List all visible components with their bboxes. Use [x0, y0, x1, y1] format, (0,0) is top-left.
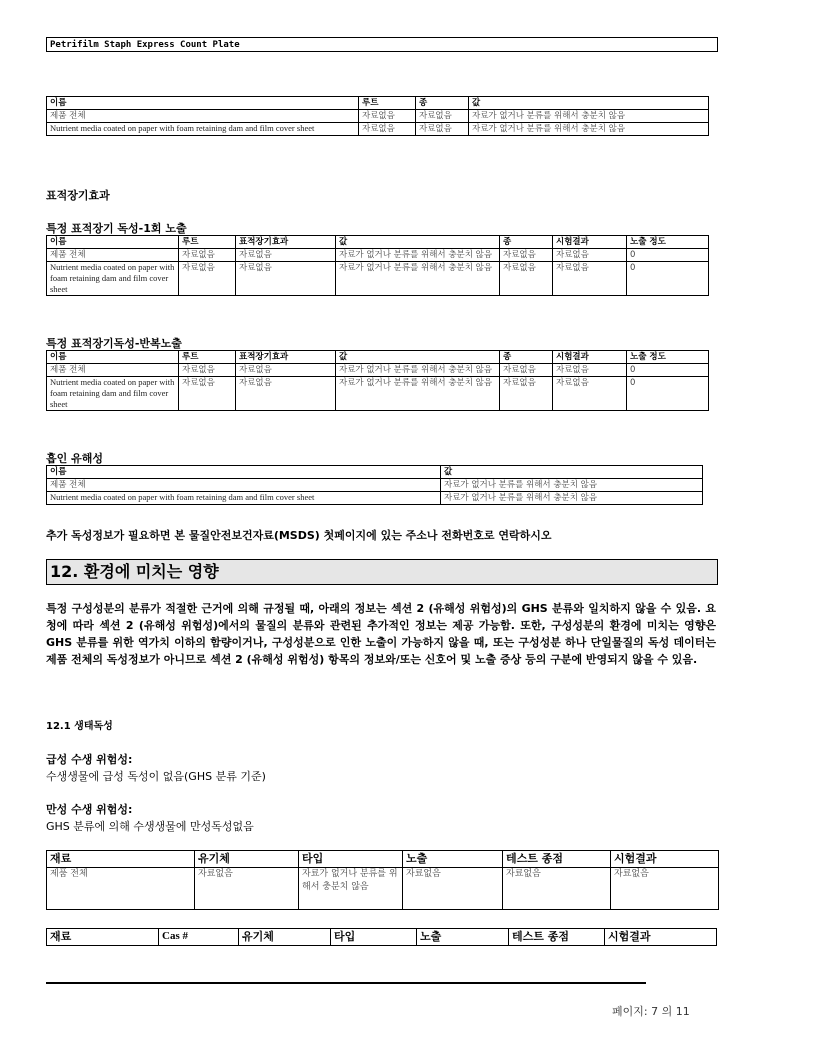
table-header-row	[47, 466, 703, 479]
col-header: 노출 정도	[627, 236, 709, 249]
cell: 자료없음	[500, 262, 553, 296]
section-title-target-organ: 표적장기효과	[46, 189, 110, 202]
col-header: 노출	[403, 851, 503, 868]
table-header-row	[47, 236, 709, 249]
cell: 제품 전체	[47, 110, 359, 123]
product-name-header: Petrifilm Staph Express Count Plate	[46, 37, 718, 52]
table-header-row	[47, 851, 719, 868]
col-header: 시험결과	[605, 929, 717, 946]
col-header: 값	[441, 466, 703, 479]
cell: 자료가 없거나 분류를 위해서 충분치 않음	[469, 123, 709, 136]
cell: 0	[627, 249, 709, 262]
col-header: 유기체	[239, 929, 331, 946]
cell: 자료없음	[553, 364, 627, 377]
table-header-row	[47, 929, 717, 946]
cell: Nutrient media coated on paper with foam retaining dam and film cover sheet	[47, 262, 179, 296]
subsection-12-1: 12.1 생태독성	[46, 721, 113, 732]
cell: 제품 전체	[47, 249, 179, 262]
col-header: 노출	[417, 929, 509, 946]
cell: 자료없음	[500, 249, 553, 262]
col-header: 종	[500, 236, 553, 249]
contact-note: 추가 독성정보가 필요하면 본 물질안전보건자료(MSDS) 첫페이지에 있는 주소나 전화번호로 연락하시오	[46, 529, 552, 542]
cell: 자료없음	[500, 364, 553, 377]
table-row	[47, 262, 709, 296]
col-header: Cas #	[159, 929, 239, 946]
cell: Nutrient media coated on paper with foam retaining dam and film cover sheet	[47, 123, 359, 136]
section-title-aspiration: 흡인 유해성	[46, 452, 103, 465]
col-header: 값	[336, 351, 500, 364]
acute-aquatic-title: 급성 수생 위험성:	[46, 753, 133, 766]
col-header: 시험결과	[553, 351, 627, 364]
col-header: 루트	[179, 236, 236, 249]
cell: 자료없음	[403, 868, 503, 910]
col-header: 테스트 종점	[509, 929, 605, 946]
ecotox-table-1	[46, 850, 719, 910]
col-header: 테스트 종점	[503, 851, 611, 868]
stot-repeated-table	[46, 350, 709, 411]
section-12-heading: 12. 환경에 미치는 영향	[46, 559, 718, 585]
table-row	[47, 364, 709, 377]
col-header: 이름	[47, 97, 359, 110]
col-header: 타입	[299, 851, 403, 868]
cell: 자료없음	[416, 123, 469, 136]
aspiration-table	[46, 465, 703, 505]
cell: 자료없음	[179, 262, 236, 296]
col-header: 재료	[47, 851, 195, 868]
table-header-row	[47, 351, 709, 364]
cell: 자료없음	[553, 249, 627, 262]
table-row	[47, 377, 709, 411]
section-title-stot-repeated: 특정 표적장기독성-반복노출	[46, 337, 182, 350]
col-header: 유기체	[195, 851, 299, 868]
cell: 자료없음	[179, 377, 236, 411]
col-header: 표적장기효과	[236, 236, 336, 249]
cell: 자료가 없거나 분류를 위해서 충분치 않음	[299, 868, 403, 910]
toxicity-table-top	[46, 96, 709, 136]
cell: 자료없음	[236, 249, 336, 262]
col-header: 타입	[331, 929, 417, 946]
table-row	[47, 249, 709, 262]
page-number: 페이지: 7 의 11	[612, 1005, 690, 1018]
table-row	[47, 492, 703, 505]
chronic-aquatic-text: GHS 분류에 의해 수생생물에 만성독성없음	[46, 820, 254, 833]
footer-rule	[46, 982, 646, 984]
col-header: 값	[469, 97, 709, 110]
stot-single-table	[46, 235, 709, 296]
cell: 자료가 없거나 분류를 위해서 충분치 않음	[336, 364, 500, 377]
table-row	[47, 868, 719, 910]
cell: 자료없음	[236, 262, 336, 296]
col-header: 시험결과	[553, 236, 627, 249]
cell: 0	[627, 262, 709, 296]
cell: 자료가 없거나 분류를 위해서 충분치 않음	[469, 110, 709, 123]
cell: Nutrient media coated on paper with foam retaining dam and film cover sheet	[47, 492, 441, 505]
col-header: 값	[336, 236, 500, 249]
cell: 자료없음	[553, 377, 627, 411]
acute-aquatic-text: 수생생물에 급성 독성이 없음(GHS 분류 기준)	[46, 770, 266, 783]
col-header: 이름	[47, 351, 179, 364]
col-header: 루트	[179, 351, 236, 364]
cell: Nutrient media coated on paper with foam retaining dam and film cover sheet	[47, 377, 179, 411]
cell: 자료가 없거나 분류를 위해서 충분치 않음	[336, 249, 500, 262]
cell: 자료가 없거나 분류를 위해서 충분치 않음	[336, 377, 500, 411]
cell: 0	[627, 364, 709, 377]
table-row	[47, 123, 709, 136]
col-header: 이름	[47, 236, 179, 249]
col-header: 노출 정도	[627, 351, 709, 364]
cell: 자료없음	[359, 123, 416, 136]
table-row	[47, 479, 703, 492]
cell: 0	[627, 377, 709, 411]
cell: 자료가 없거나 분류를 위해서 충분치 않음	[441, 479, 703, 492]
cell: 자료없음	[195, 868, 299, 910]
cell: 제품 전체	[47, 868, 195, 910]
section-title-stot-single: 특정 표적장기 독성-1회 노출	[46, 222, 187, 235]
cell: 자료없음	[359, 110, 416, 123]
section-12-paragraph: 특정 구성성분의 분류가 적절한 근거에 의해 규정될 때, 아래의 정보는 섹션 2 (유해성 위험성)의 GHS 분류와 일치하지 않을 수 있음. 요청에 따라 섹션 2 (유해성 위험성)에서의 물질의 분류와 관련된 추가적인 정보는 제공 가능함. 또한, 구성성분의 환경에 미치는 영향은 GHS 분류를 위한 역가치 이하의 함량이거나, 구성성분으로 인한 노출이 가능하지 않을 때, 또는 구성성분 하나 단일물질의 독성 데이터는 제품 전체의 독성정보가 아니므로 섹션 2 (유해성 위험성) 항목의 정보와/또는 신호어 및 노출 증상 등의 구분에 반영되지 않을 수 있음.	[46, 602, 716, 666]
cell: 자료가 없거나 분류를 위해서 충분치 않음	[441, 492, 703, 505]
cell: 자료없음	[500, 377, 553, 411]
cell: 자료가 없거나 분류를 위해서 충분치 않음	[336, 262, 500, 296]
col-header: 시험결과	[611, 851, 719, 868]
cell: 자료없음	[179, 249, 236, 262]
cell: 자료없음	[611, 868, 719, 910]
cell: 제품 전체	[47, 364, 179, 377]
col-header: 루트	[359, 97, 416, 110]
col-header: 표적장기효과	[236, 351, 336, 364]
cell: 자료없음	[236, 377, 336, 411]
cell: 자료없음	[416, 110, 469, 123]
cell: 자료없음	[236, 364, 336, 377]
cell: 자료없음	[179, 364, 236, 377]
chronic-aquatic-title: 만성 수생 위험성:	[46, 803, 133, 816]
cell: 자료없음	[553, 262, 627, 296]
cell: 자료없음	[503, 868, 611, 910]
col-header: 종	[500, 351, 553, 364]
col-header: 이름	[47, 466, 441, 479]
table-header-row	[47, 97, 709, 110]
col-header: 재료	[47, 929, 159, 946]
col-header: 종	[416, 97, 469, 110]
cell: 제품 전체	[47, 479, 441, 492]
table-row	[47, 110, 709, 123]
ecotox-table-2	[46, 928, 717, 946]
